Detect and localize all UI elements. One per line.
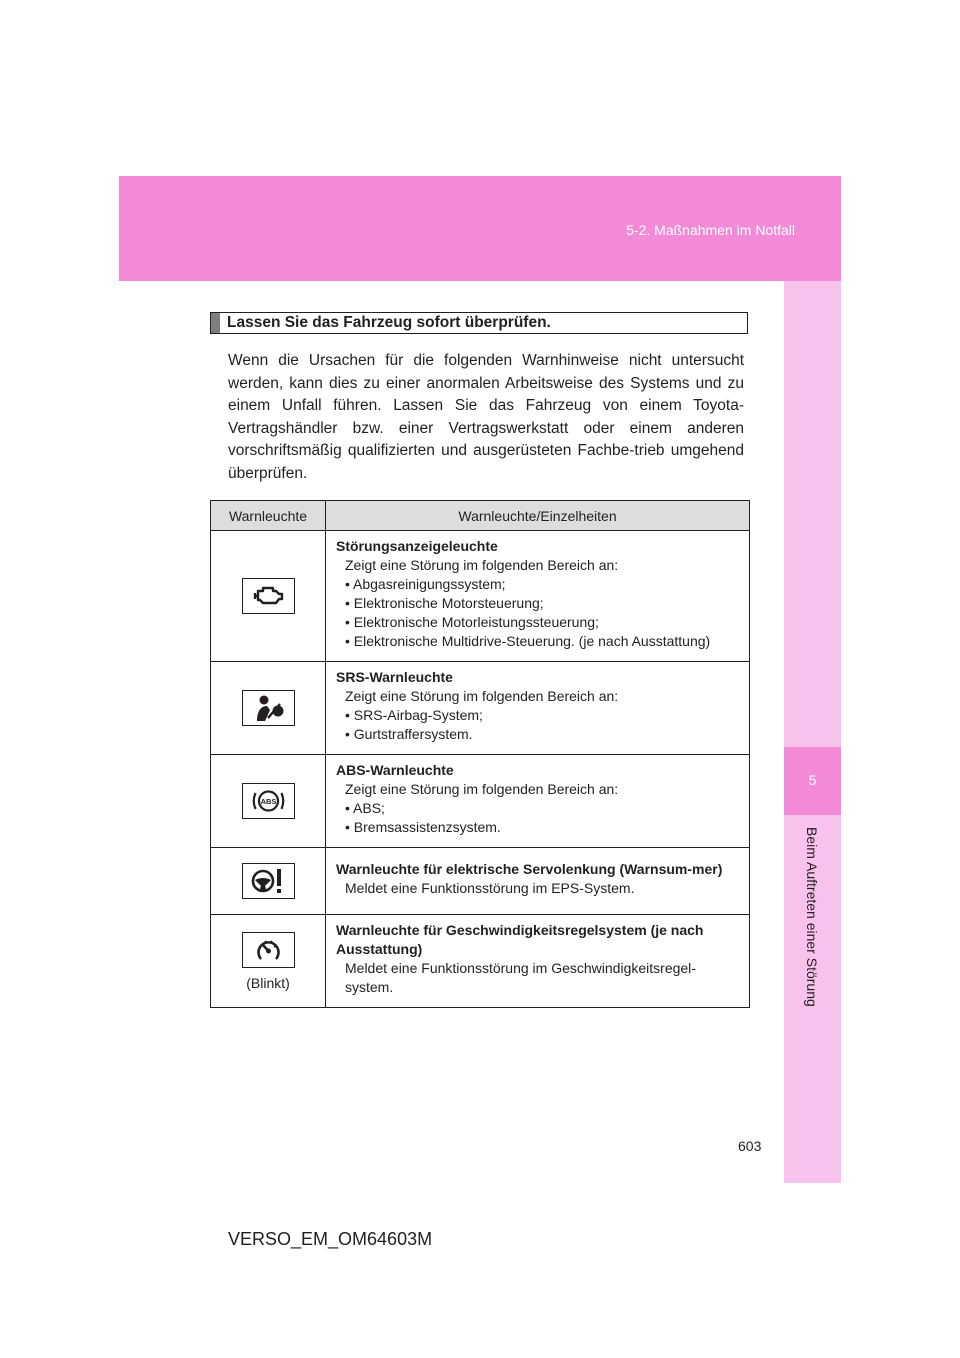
- chapter-side-tab: [784, 281, 841, 1183]
- column-header-light: Warnleuchte: [211, 501, 326, 531]
- icon-cell: [211, 848, 326, 915]
- detail-line: • Elektronische Motorsteuerung;: [345, 595, 544, 611]
- light-title: Warnleuchte für Geschwindigkeitsregelsystem (je nach Ausstattung): [336, 922, 704, 957]
- chapter-number-box: [784, 747, 841, 815]
- detail-line: Meldet eine Funktionsstörung im Geschwindigkeitsregel-system.: [345, 960, 696, 995]
- section-heading: Lassen Sie das Fahrzeug sofort überprüfen.: [227, 314, 551, 331]
- detail-cell: [326, 755, 750, 848]
- cruise-control-icon: [242, 932, 295, 968]
- detail-line: • Abgasreinigungssystem;: [345, 576, 506, 592]
- light-title: Störungsanzeigeleuchte: [336, 538, 498, 554]
- chapter-header-band: [119, 176, 841, 281]
- detail-line: Meldet eine Funktionsstörung im EPS-System.: [345, 880, 635, 896]
- section-heading-box: [210, 312, 748, 334]
- light-title: SRS-Warnleuchte: [336, 669, 453, 685]
- detail-line: • SRS-Airbag-System;: [345, 707, 483, 723]
- abs-icon-text: ABS: [260, 797, 276, 806]
- detail-line: • Elektronische Motorleistungssteuerung;: [345, 614, 599, 630]
- detail-cell: [326, 662, 750, 755]
- detail-cell: [326, 848, 750, 915]
- table-row: [211, 755, 750, 848]
- table-row: [211, 915, 750, 1008]
- engine-check-icon: [242, 578, 295, 614]
- icon-cell: [211, 915, 326, 1008]
- detail-line: Zeigt eine Störung im folgenden Bereich an:: [345, 557, 619, 573]
- table-row: [211, 662, 750, 755]
- icon-cell: [211, 662, 326, 755]
- power-steering-icon: [242, 863, 295, 899]
- detail-line: Zeigt eine Störung im folgenden Bereich an:: [345, 688, 619, 704]
- chapter-title: Beim Auftreten einer Störung: [804, 827, 820, 1007]
- document-code: VERSO_EM_OM64603M: [228, 1229, 433, 1249]
- warning-light-table: [210, 500, 750, 1008]
- detail-line: • ABS;: [345, 800, 385, 816]
- icon-cell: [211, 531, 326, 662]
- chapter-title-vertical: [796, 827, 828, 1027]
- table-header-row: [211, 501, 750, 531]
- table-row: [211, 848, 750, 915]
- detail-line: • Elektronische Multidrive-Steuerung. (je nach Ausstattung): [345, 633, 711, 649]
- blink-caption: (Blinkt): [246, 974, 290, 991]
- intro-paragraph: Wenn die Ursachen für die folgenden Warnhinweise nicht untersucht werden, kann dies zu einer anormalen Arbeitsweise des Systems und zu einem Unfall führen. Lassen Sie das Fahrzeug von einem Toyota-Vertragshändler bzw. einer Vertragswerkstatt oder einem anderen vorschriftsmäßig qualifizierten und ausgerüsteten Fachbe-trieb umgehend überprüfen.: [228, 352, 744, 482]
- detail-line: • Bremsassistenzsystem.: [345, 819, 501, 835]
- light-title: ABS-Warnleuchte: [336, 762, 454, 778]
- detail-line: • Gurtstraffersystem.: [345, 726, 473, 742]
- page-number: 603: [738, 1138, 762, 1154]
- light-title: Warnleuchte für elektrische Servolenkung (Warnsum-mer): [336, 861, 723, 877]
- heading-marker: [211, 313, 220, 333]
- detail-cell: [326, 531, 750, 662]
- abs-icon: [242, 783, 295, 819]
- chapter-number: 5: [808, 772, 817, 788]
- section-breadcrumb: 5-2. Maßnahmen im Notfall: [626, 222, 795, 238]
- table-row: [211, 531, 750, 662]
- detail-cell: [326, 915, 750, 1008]
- column-header-details: Warnleuchte/Einzelheiten: [326, 501, 750, 531]
- airbag-icon: [242, 690, 295, 726]
- detail-line: Zeigt eine Störung im folgenden Bereich an:: [345, 781, 619, 797]
- icon-cell: [211, 755, 326, 848]
